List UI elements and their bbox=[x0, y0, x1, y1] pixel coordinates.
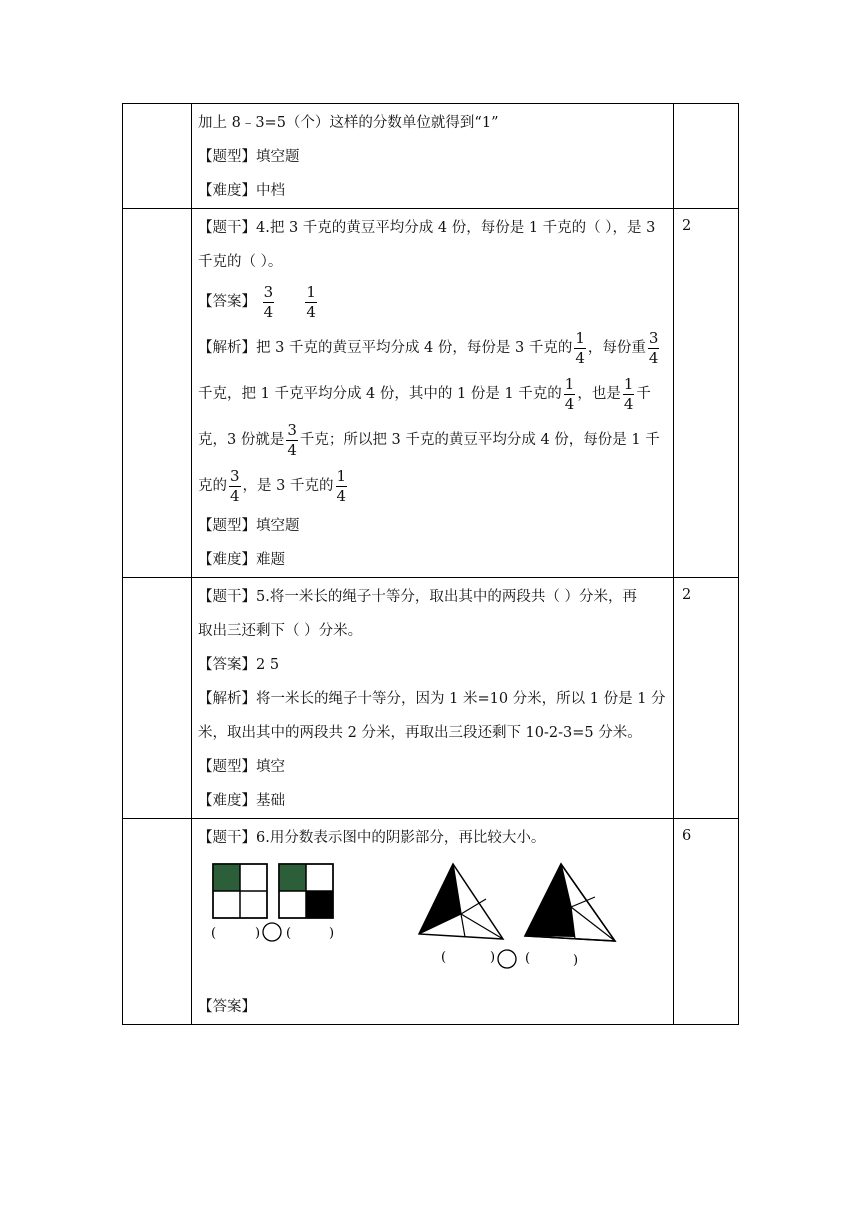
answer: 【答案】2 5 bbox=[198, 657, 280, 673]
svg-text:): ) bbox=[573, 953, 579, 968]
question-stem: 【题干】4.把 3 千克的黄豆平均分成 4 份，每份是 1 千克的（ ），是 3 bbox=[198, 220, 656, 236]
fraction: $\frac{1}{4}$ bbox=[575, 328, 585, 367]
question-stem: 【题干】6.用分数表示图中的阴影部分，再比较大小。 bbox=[198, 830, 546, 846]
text-line: 加上 8﹣3=5（个）这样的分数单位就得到“1” bbox=[198, 115, 499, 131]
fraction: $\frac{3}{4}$ bbox=[263, 282, 274, 321]
compare-blank-right bbox=[441, 950, 578, 968]
table-row bbox=[123, 209, 739, 578]
table-row bbox=[123, 578, 739, 819]
table-row bbox=[123, 104, 739, 209]
analysis-line: 米，取出其中的两段共 2 分米，再取出三段还剩下 10-2-3=5 分米。 bbox=[198, 725, 642, 741]
difficulty: 【难度】中档 bbox=[198, 183, 285, 199]
svg-text:): ) bbox=[329, 926, 335, 941]
fraction: $\frac{3}{4}$ bbox=[287, 420, 297, 459]
svg-text:(: ( bbox=[441, 950, 447, 965]
fraction: $\frac{3}{4}$ bbox=[230, 466, 240, 505]
svg-text:(: ( bbox=[286, 926, 292, 941]
grid-square-right bbox=[279, 864, 333, 918]
triangle-right bbox=[525, 864, 615, 941]
svg-text:): ) bbox=[490, 950, 496, 965]
answer: 【答案】 $\frac{3}{4}$ $\frac{1}{4}$ bbox=[198, 282, 316, 321]
score: 6 bbox=[682, 828, 692, 844]
analysis-line: 克，3 份就是 $\frac{3}{4}$ 千克；所以把 3 千克的黄豆平均分成 4 份，每份是 1 千 bbox=[198, 420, 660, 459]
question-table bbox=[122, 103, 739, 1025]
fraction: $\frac{1}{4}$ bbox=[564, 374, 575, 413]
svg-text:(: ( bbox=[211, 926, 217, 941]
score: 2 bbox=[682, 587, 692, 603]
analysis-line: 【解析】将一米长的绳子十等分，因为 1 米=10 分米，所以 1 份是 1 分 bbox=[198, 691, 666, 707]
analysis-line: 克的 $\frac{3}{4}$ ，是 3 千克的 $\frac{1}{4}$ bbox=[198, 466, 347, 505]
triangle-left bbox=[419, 864, 503, 939]
shaded-fraction-figure bbox=[203, 859, 623, 984]
grid-square-left bbox=[213, 864, 267, 918]
question-stem: 取出三还剩下（ ）分米。 bbox=[198, 623, 363, 639]
fraction: $\frac{1}{4}$ bbox=[306, 282, 316, 321]
fraction: $\frac{1}{4}$ bbox=[336, 466, 347, 505]
fraction: $\frac{1}{4}$ bbox=[623, 374, 634, 413]
compare-blank-left bbox=[211, 923, 334, 941]
question-type: 【题型】填空 bbox=[198, 759, 285, 775]
answer: 【答案】 bbox=[198, 999, 256, 1015]
svg-text:): ) bbox=[255, 926, 261, 941]
difficulty: 【难度】难题 bbox=[198, 552, 285, 568]
svg-text:(: ( bbox=[525, 951, 531, 966]
question-type: 【题型】填空题 bbox=[198, 518, 300, 534]
analysis-line: 【解析】把 3 千克的黄豆平均分成 4 份，每份是 3 千克的 $\frac{1}{4}$ ，每份重 $\frac{3}{4}$ bbox=[198, 328, 659, 367]
analysis-line: 千克，把 1 千克平均分成 4 份，其中的 1 份是 1 千克的 $\frac{1}{4}$ ，也是 $\frac{1}{4}$ 千 bbox=[198, 374, 651, 413]
difficulty: 【难度】基础 bbox=[198, 793, 285, 809]
question-type: 【题型】填空题 bbox=[198, 149, 300, 165]
table-row bbox=[123, 819, 739, 1025]
fraction: $\frac{3}{4}$ bbox=[648, 328, 659, 367]
score: 2 bbox=[682, 218, 692, 234]
score bbox=[674, 104, 738, 113]
question-stem: 【题干】5.将一米长的绳子十等分，取出其中的两段共（ ）分米，再 bbox=[198, 589, 637, 605]
question-stem: 千克的（ ）。 bbox=[198, 254, 283, 270]
